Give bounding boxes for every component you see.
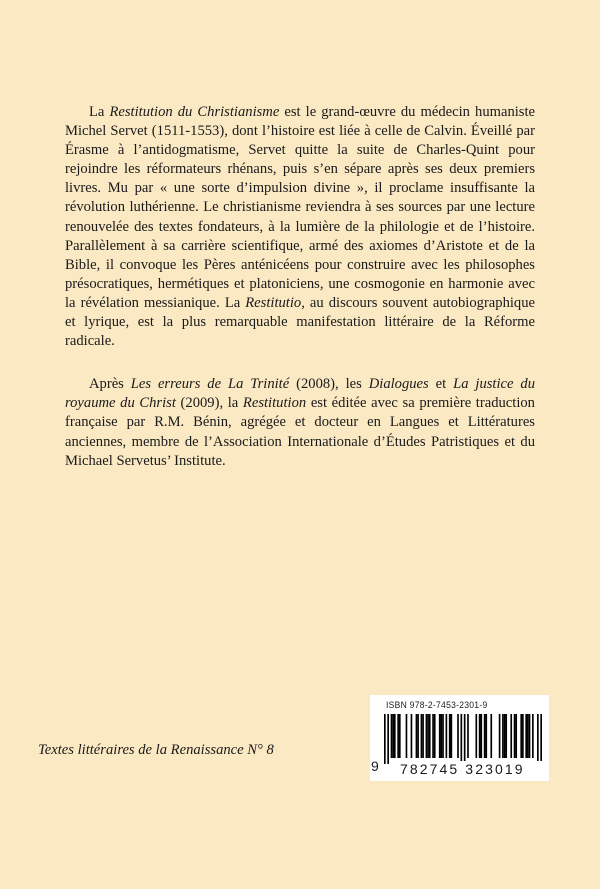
p1-segment: Restitutio: [245, 294, 302, 311]
barcode-bar: [441, 714, 443, 758]
barcode-bar: [384, 714, 386, 764]
barcode-bar: [394, 714, 396, 758]
barcode-bar: [529, 714, 531, 758]
barcode-bar: [461, 714, 463, 764]
barcode-bars: [384, 714, 542, 764]
barcode-bar: [417, 714, 419, 758]
barcode-bar: [499, 714, 501, 758]
barcode-bar: [416, 714, 418, 758]
barcode-bar: [429, 714, 431, 758]
barcode-bar: [485, 714, 487, 758]
barcode-bar: [467, 714, 469, 758]
barcode-bar: [457, 714, 459, 758]
barcode-bar: [399, 714, 401, 758]
barcode-bar: [479, 714, 481, 758]
barcode-bar: [540, 714, 542, 764]
blurb-paragraph-1: [65, 103, 535, 351]
isbn-barcode: [370, 695, 549, 781]
p1-segment: est le grand-œuvre du médecin humaniste Michel Servet (1511-1553), dont l’histoire est liée à celle de Calvin. Éveillé par Érasme à l’antidogmatisme, Servet quitte la suite de Charles-Quint pour rejoindre les réformateurs rhénans, puis s’en sépare après ses deux premiers livres. Mu par « une sorte d’impulsion divine », il proclame insuffisante la révolution luthérienne. Le christianisme reviendra à ses sources par une lecture renouvelée des textes fondateurs, à la lumière de la philologie et de l’histoire. Parallèlement à sa carrière scientifique, armé des axiomes d’Aristote et de la Bible, il convoque les Pères anténicéens pour construire avec les philosophes présocratiques, hermétiques et platoniciens, une cosmogonie en harmonie avec la révélation messianique. La: [65, 104, 536, 311]
barcode-bar: [427, 714, 429, 758]
barcode-bar: [439, 714, 441, 758]
barcode-bar: [484, 714, 486, 758]
barcode-bar: [514, 714, 516, 758]
barcode-bar: [426, 714, 428, 758]
barcode-bar: [422, 714, 424, 758]
barcode-bar: [391, 714, 393, 758]
barcode-bar: [520, 714, 522, 758]
ean-digits: 782745 323019: [394, 761, 548, 777]
barcode-bar: [522, 714, 524, 758]
barcode-bar: [502, 714, 504, 758]
p1-segment: Restitution du Christianisme: [109, 104, 280, 120]
barcode-bar: [464, 714, 466, 764]
ean-first-digit: 9: [371, 758, 379, 774]
barcode-bar: [504, 714, 506, 758]
barcode-bar: [392, 714, 394, 758]
blurb-paragraph-2: [65, 375, 535, 470]
p2-segment: (2008), les: [289, 376, 369, 393]
barcode-bar: [510, 714, 512, 758]
p2-segment: Dialogues: [368, 376, 429, 393]
barcode-bar: [397, 714, 399, 758]
barcode-bar: [406, 714, 408, 758]
barcode-bar: [475, 714, 477, 758]
series-title: Textes littéraires de la Renaissance N° 8: [38, 742, 274, 758]
barcode-bar: [432, 714, 434, 758]
p2-segment: (2009), la: [175, 395, 243, 412]
barcode-bar: [490, 714, 492, 758]
barcode-bar: [434, 714, 436, 758]
isbn-label: ISBN 978-2-7453-2301-9: [386, 700, 488, 711]
back-cover-blurb: [65, 103, 535, 471]
barcode-bar: [515, 714, 517, 758]
barcode-bar: [421, 714, 423, 758]
p2-segment: est éditée avec sa première traduction française par R.M. Bénin, agrégée et docteur en Langues et Littératures anciennes, membre de l’Association Internationale d’Études Patristiques et du Michael Servetus’ Institute.: [65, 395, 535, 469]
p2-segment: Les erreurs de La Trinité: [130, 376, 290, 393]
p2-segment: et: [428, 376, 454, 393]
barcode-bar: [525, 714, 527, 758]
barcode-bar: [442, 714, 444, 758]
p2-segment: Après: [89, 376, 131, 393]
barcode-bar: [532, 714, 534, 758]
barcode-bar: [449, 714, 451, 758]
barcode-bar: [480, 714, 482, 758]
barcode-bar: [527, 714, 529, 758]
barcode-bar: [446, 714, 448, 758]
p1-segment: La: [89, 104, 110, 120]
barcode-bar: [537, 714, 539, 764]
barcode-bar: [451, 714, 453, 758]
p1-segment: , au discours souvent autobiographique et lyrique, est la plus remarquable manifestation littéraire de la Réforme radicale.: [65, 294, 536, 350]
barcode-bar: [505, 714, 507, 758]
barcode-bar: [387, 714, 389, 764]
p2-segment: La justice du royaume du Christ: [65, 376, 535, 412]
p2-segment: Restitution: [242, 395, 307, 412]
barcode-bar: [411, 714, 413, 758]
